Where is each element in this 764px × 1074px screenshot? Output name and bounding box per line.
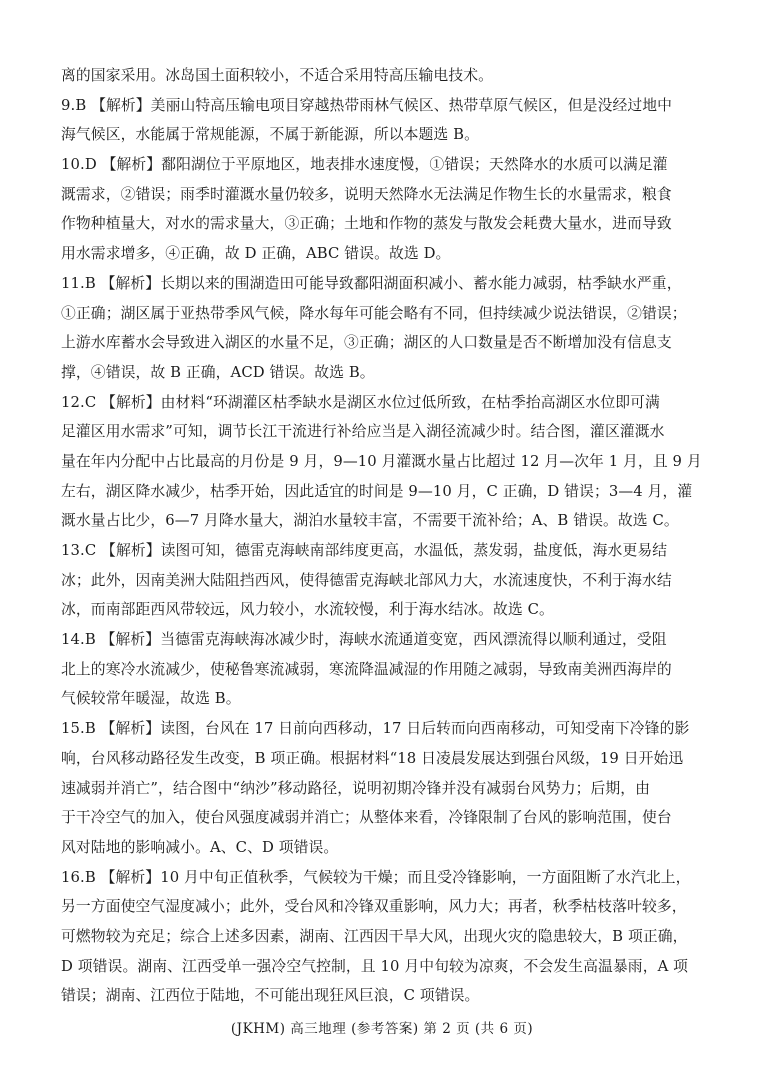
text-line: 北上的寒冷水流减少，使秘鲁寒流减弱，寒流降温减湿的作用随之减弱，导致南美洲西海岸的 <box>61 660 672 678</box>
text-line: 海气候区，水能属于常规能源，不属于新能源，所以本题选 B。 <box>61 126 479 144</box>
text-line: 足灌区用水需求”可知，调节长江干流进行补给应当是入湖径流减少时。结合图，灌区灌溉水 <box>61 423 665 441</box>
text-line: 用水需求增多，④正确，故 D 正确，ABC 错误。故选 D。 <box>61 245 451 263</box>
text-line: 气候较常年暖湿，故选 B。 <box>61 690 241 708</box>
text-line: 溉水量占比少，6—7 月降水量大，湖泊水量较丰富，不需要干流补给；A、B 错误。故选 C。 <box>61 512 679 530</box>
text-line: 左右，湖区降水减少，枯季开始，因此适宜的时间是 9—10 月，C 正确，D 错误；3—4 月，灌 <box>61 482 693 500</box>
text-line: 15.B 【解析】读图，台风在 17 日前向西移动，17 日后转而向西南移动，可知受南下冷锋的影 <box>61 720 690 738</box>
answer-text-body <box>61 61 707 1011</box>
text-line: 溉需求，②错误；雨季时灌溉水量仍较多，说明天然降水无法满足作物生长的水量需求，粮食 <box>61 185 672 203</box>
text-line: 11.B 【解析】长期以来的围湖造田可能导致鄱阳湖面积减小、蓄水能力减弱，枯季缺水严重， <box>61 274 682 292</box>
text-line: 另一方面使空气湿度减小；此外，受台风和冷锋双重影响，风力大；再者，秋季枯枝落叶较多， <box>61 898 687 916</box>
text-line: 可燃物较为充足；综合上述多因素，湖南、江西因干旱大风，出现火灾的隐患较大，B 项正确， <box>61 927 688 945</box>
text-line: 风对陆地的影响减小。A、C、D 项错误。 <box>61 838 339 856</box>
text-line: 13.C 【解析】读图可知，德雷克海峡南部纬度更高，水温低，蒸发弱，盐度低，海水更易结 <box>61 542 668 559</box>
text-line: 上游水库蓄水会导致进入湖区的水量不足，③正确；湖区的人口数量是否不断增加没有信息支 <box>61 334 672 352</box>
text-line: 14.B 【解析】当德雷克海峡海冰减少时，海峡水流通道变宽，西风漂流得以顺利通过，受阻 <box>61 631 667 649</box>
text-line: 作物种植量大，对水的需求量大，③正确；土地和作物的蒸发与散发会耗费大量水，进而导致 <box>61 215 672 233</box>
text-line: 速减弱并消亡”，结合图中“纳沙”移动路径，说明初期冷锋并没有减弱台风势力；后期，由 <box>61 779 651 797</box>
text-line: 9.B 【解析】美丽山特高压输电项目穿越热带雨林气候区、热带草原气候区，但是没经过地中 <box>61 96 673 114</box>
text-line: 离的国家采用。冰岛国土面积较小，不适合采用特高压输电技术。 <box>61 67 494 84</box>
text-line: 于干冷空气的加入，使台风强度减弱并消亡；从整体来看，冷锋限制了台风的影响范围，使台 <box>61 809 672 827</box>
text-line: 量在年内分配中占比最高的月份是 9 月，9—10 月灌溉水量占比超过 12 月—次年 1 月，且 9 月 <box>61 452 702 470</box>
text-line: ①正确；湖区属于亚热带季风气候，降水每年可能会略有不同，但持续减少说法错误，②错误； <box>61 304 687 322</box>
text-line: 12.C 【解析】由材料“环湖灌区枯季缺水是湖区水位过低所致，在枯季抬高湖区水位即可满 <box>61 393 660 411</box>
page-footer: (JKHM) 高三地理 (参考答案) 第 2 页 (共 6 页) <box>230 1021 534 1037</box>
text-line: 撑，④错误，故 B 正确，ACD 错误。故选 B。 <box>61 363 375 381</box>
text-line: 冰；此外，因南美洲大陆阻挡西风，使得德雷克海峡北部风力大，水流速度快，不利于海水结 <box>61 571 672 589</box>
text-line: 响，台风移动路径发生改变，B 项正确。根据材料“18 日凌晨发展达到强台风级，19 日开始迅 <box>61 749 684 767</box>
text-line: 错误；湖南、江西位于陆地，不可能出现狂风巨浪，C 项错误。 <box>61 987 480 1005</box>
text-line: 10.D 【解析】鄱阳湖位于平原地区，地表排水速度慢，①错误；天然降水的水质可以满足灌 <box>61 156 668 174</box>
text-line: 冰，而南部距西风带较远，风力较小，水流较慢，利于海水结冰。故选 C。 <box>61 601 554 619</box>
text-line: D 项错误。湖南、江西受单一强冷空气控制，且 10 月中旬较为凉爽，不会发生高温暴雨，A 项 <box>61 957 689 975</box>
text-line: 16.B 【解析】10 月中旬正值秋季，气候较为干燥；而且受冷锋影响，一方面阻断了水汽北上， <box>61 868 691 886</box>
